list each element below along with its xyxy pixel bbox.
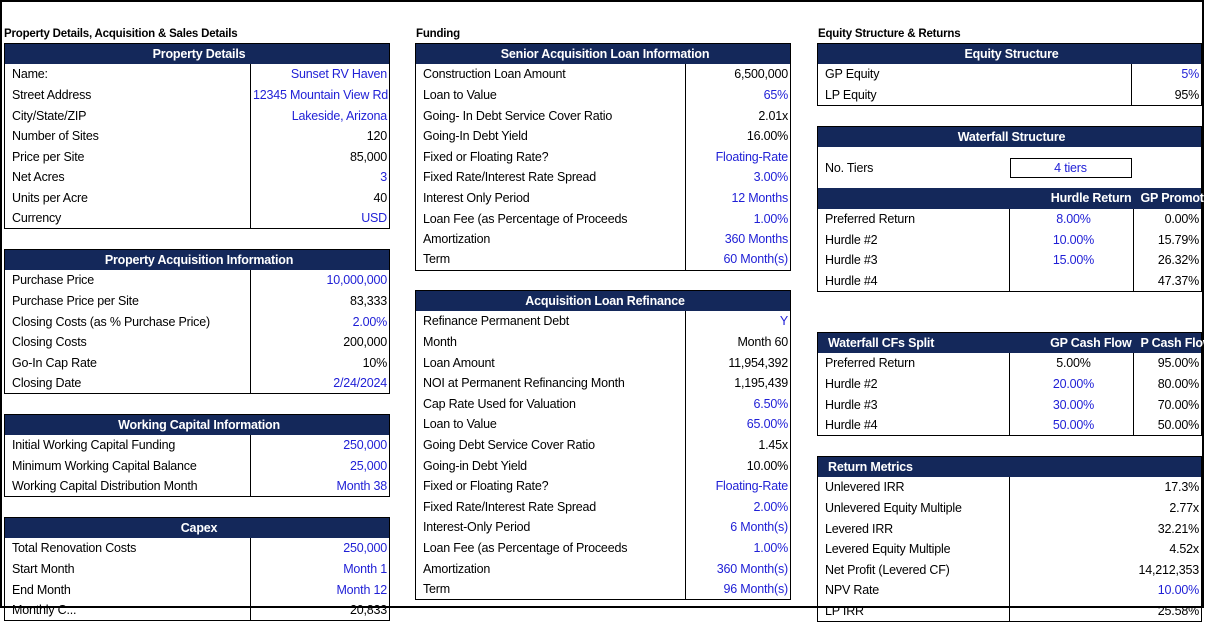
row-label: Loan Fee (as Percentage of Proceeds — [423, 540, 628, 555]
row-label: Going- In Debt Service Cover Ratio — [423, 108, 613, 123]
waterfall-structure-header: Waterfall Structure — [818, 127, 1202, 148]
return-metrics-row — [818, 580, 1202, 601]
row-value: 1,195,439 — [686, 373, 791, 394]
senior-loan-row — [416, 229, 791, 250]
working-capital-row — [5, 456, 390, 477]
waterfall-blank-header — [818, 188, 1010, 209]
p-cash-flow-header: P Cash Flow — [1134, 333, 1202, 354]
return-metrics-header: Return Metrics — [818, 457, 1010, 478]
row-label: Monthly C... — [12, 602, 77, 617]
row-value: 14,212,353 — [1010, 559, 1202, 580]
row-value[interactable]: 3 — [251, 167, 390, 188]
row-value: 40 — [251, 188, 390, 209]
row-label: Start Month — [12, 561, 75, 576]
capex-header: Capex — [5, 518, 390, 539]
row-label: Fixed Rate/Interest Rate Spread — [423, 499, 597, 514]
row-value[interactable]: 1.00% — [686, 208, 791, 229]
tier-label: Hurdle #3 — [825, 253, 878, 268]
capex-table — [4, 517, 390, 621]
split-label: Hurdle #4 — [825, 417, 878, 432]
row-value[interactable]: 25,000 — [251, 456, 390, 477]
row-label: GP Equity — [825, 67, 880, 82]
gp-cash-flow-value: 5.00% — [1010, 353, 1134, 374]
row-value[interactable]: 2.00% — [686, 496, 791, 517]
refinance-row — [416, 373, 791, 394]
row-label: Term — [423, 252, 450, 267]
gp-cash-flow-value[interactable]: 30.00% — [1010, 394, 1134, 415]
working-capital-row — [5, 476, 390, 497]
row-value[interactable]: 250,000 — [251, 435, 390, 456]
senior-loan-row — [416, 208, 791, 229]
row-value[interactable]: 6.50% — [686, 393, 791, 414]
tier-label: Hurdle #4 — [825, 273, 878, 288]
equity-structure-row — [818, 64, 1202, 85]
row-value: 4.52x — [1010, 539, 1202, 560]
row-label: LP Equity — [825, 87, 877, 102]
waterfall-tier-row — [818, 250, 1202, 271]
property-details-row — [5, 188, 390, 209]
row-value[interactable]: 12 Months — [686, 188, 791, 209]
capex-row — [5, 559, 390, 580]
row-label: NPV Rate — [825, 583, 879, 598]
hurdle-return-value[interactable]: 8.00% — [1010, 209, 1134, 230]
col1-title: Property Details, Acquisition & Sales Details — [4, 28, 238, 40]
gp-promote-value: 15.79% — [1134, 229, 1202, 250]
refinance-row — [416, 332, 791, 353]
row-label: End Month — [12, 582, 71, 597]
row-value[interactable]: Sunset RV Haven — [251, 64, 390, 85]
row-value: 120 — [251, 126, 390, 147]
acquisition-row — [5, 291, 390, 312]
equity-structure-row — [818, 85, 1202, 106]
waterfall-split-header: Waterfall CFs Split — [818, 333, 1010, 354]
property-details-row — [5, 105, 390, 126]
row-label: Amortization — [423, 232, 491, 247]
row-label: Price per Site — [12, 149, 85, 164]
hurdle-return-header: Hurdle Return — [1010, 188, 1134, 209]
split-label: Hurdle #3 — [825, 397, 878, 412]
row-value[interactable]: 360 Month(s) — [686, 558, 791, 579]
row-value: 16.00% — [686, 126, 791, 147]
hurdle-return-value[interactable] — [1010, 270, 1134, 291]
waterfall-structure-table — [817, 126, 1211, 292]
senior-loan-row — [416, 188, 791, 209]
row-label: NOI at Permanent Refinancing Month — [423, 376, 625, 391]
row-label: Refinance Permanent Debt — [423, 314, 569, 329]
waterfall-tier-row — [818, 209, 1202, 230]
row-value[interactable]: 250,000 — [251, 538, 390, 559]
senior-loan-row — [416, 249, 791, 270]
hurdle-return-value[interactable]: 10.00% — [1010, 229, 1134, 250]
row-value[interactable]: 65% — [686, 85, 791, 106]
senior-loan-row — [416, 146, 791, 167]
tier-label: Preferred Return — [825, 211, 915, 226]
row-label: Loan Amount — [423, 355, 495, 370]
row-value: 6,500,000 — [686, 64, 791, 85]
row-label: Purchase Price per Site — [12, 293, 139, 308]
property-details-row — [5, 126, 390, 147]
property-details-row — [5, 146, 390, 167]
p-cash-flow-value: 50.00% — [1134, 415, 1202, 436]
refinance-row — [416, 476, 791, 497]
row-value[interactable]: 60 Month(s) — [686, 249, 791, 270]
waterfall-split-row — [818, 394, 1202, 415]
row-label: Going Debt Service Cover Ratio — [423, 437, 595, 452]
row-value: 95% — [1132, 85, 1202, 106]
row-value: 83,333 — [251, 291, 390, 312]
waterfall-tier-row — [818, 270, 1202, 291]
row-value[interactable]: 3.00% — [686, 167, 791, 188]
capex-row — [5, 600, 390, 621]
row-value[interactable]: 65.00% — [686, 414, 791, 435]
property-details-row — [5, 85, 390, 106]
return-metrics-table — [817, 456, 1202, 622]
row-label: Purchase Price — [12, 273, 94, 288]
property-details-header: Property Details — [5, 44, 390, 65]
refinance-header: Acquisition Loan Refinance — [416, 291, 791, 312]
gp-cash-flow-value[interactable]: 50.00% — [1010, 415, 1134, 436]
row-label: Net Acres — [12, 170, 65, 185]
tiers-input[interactable]: 4 tiers — [1010, 158, 1132, 178]
acquisition-header: Property Acquisition Information — [5, 250, 390, 271]
row-label: Interest-Only Period — [423, 520, 531, 535]
gp-promote-value: 0.00% — [1134, 209, 1202, 230]
row-value[interactable]: Month 12 — [251, 579, 390, 600]
gp-promote-value: 26.32% — [1134, 250, 1202, 271]
row-label: Units per Acre — [12, 190, 88, 205]
capex-row — [5, 538, 390, 559]
row-label: Going-In Debt Yield — [423, 129, 528, 144]
property-details-row — [5, 208, 390, 229]
waterfall-split-row — [818, 374, 1202, 395]
row-value[interactable]: 2.00% — [251, 311, 390, 332]
row-value: 85,000 — [251, 146, 390, 167]
col2-title: Funding — [416, 28, 460, 40]
p-cash-flow-value: 80.00% — [1134, 374, 1202, 395]
row-value[interactable]: Month 38 — [251, 476, 390, 497]
row-label: Name: — [12, 67, 48, 82]
senior-loan-row — [416, 105, 791, 126]
return-metrics-row — [818, 601, 1202, 622]
row-label: Loan Fee (as Percentage of Proceeds — [423, 211, 628, 226]
working-capital-table — [4, 414, 390, 497]
p-cash-flow-value: 70.00% — [1134, 394, 1202, 415]
row-value: 200,000 — [251, 332, 390, 353]
refinance-row — [416, 311, 791, 332]
row-label: Currency — [12, 211, 62, 226]
row-value: 17.3% — [1010, 477, 1202, 498]
split-label: Hurdle #2 — [825, 376, 878, 391]
senior-loan-row — [416, 167, 791, 188]
row-label: Levered Equity Multiple — [825, 542, 951, 557]
row-label: Minimum Working Capital Balance — [12, 458, 197, 473]
row-value: 25.58% — [1010, 601, 1202, 622]
refinance-row — [416, 538, 791, 559]
acquisition-row — [5, 373, 390, 394]
row-label: Unlevered IRR — [825, 480, 905, 495]
gp-promote-header: GP Promote — [1134, 188, 1202, 209]
row-value[interactable]: 1.00% — [686, 538, 791, 559]
row-label: Number of Sites — [12, 129, 99, 144]
row-value: 32.21% — [1010, 518, 1202, 539]
acquisition-row — [5, 332, 390, 353]
row-value[interactable]: Floating-Rate — [686, 476, 791, 497]
refinance-row — [416, 496, 791, 517]
row-value[interactable]: 360 Months — [686, 229, 791, 250]
refinance-table — [415, 290, 791, 600]
senior-loan-row — [416, 85, 791, 106]
row-label: Initial Working Capital Funding — [12, 438, 176, 453]
refinance-row — [416, 352, 791, 373]
senior-loan-row — [416, 64, 791, 85]
row-label: LP IRR — [825, 603, 864, 618]
row-label: Total Renovation Costs — [12, 541, 137, 556]
row-label: Closing Date — [12, 376, 82, 391]
row-label: Street Address — [12, 87, 92, 102]
row-value[interactable]: 5% — [1132, 64, 1202, 85]
capex-row — [5, 579, 390, 600]
working-capital-row — [5, 435, 390, 456]
return-metrics-row — [818, 559, 1202, 580]
waterfall-split-table — [817, 332, 1212, 436]
return-metrics-row — [818, 498, 1202, 519]
row-label: Construction Loan Amount — [423, 67, 566, 82]
row-label: Levered IRR — [825, 521, 893, 536]
row-value: 2.01x — [686, 105, 791, 126]
row-value[interactable]: 12345 Mountain View Rd — [251, 85, 390, 106]
row-label: Amortization — [423, 561, 491, 576]
row-label: Loan to Value — [423, 417, 497, 432]
row-value: 10% — [251, 352, 390, 373]
row-label: Go-In Cap Rate — [12, 355, 97, 370]
row-label: City/State/ZIP — [12, 108, 87, 123]
split-label: Preferred Return — [825, 356, 915, 371]
row-value: 2.77x — [1010, 498, 1202, 519]
acquisition-row — [5, 352, 390, 373]
p-cash-flow-value: 95.00% — [1134, 353, 1202, 374]
row-value[interactable]: Lakeside, Arizona — [251, 105, 390, 126]
row-value[interactable]: 6 Month(s) — [686, 517, 791, 538]
acquisition-row — [5, 270, 390, 291]
row-value[interactable]: 96 Month(s) — [686, 579, 791, 600]
row-label: Month — [423, 334, 457, 349]
refinance-row — [416, 517, 791, 538]
col3-title: Equity Structure & Returns — [818, 28, 961, 40]
refinance-row — [416, 558, 791, 579]
row-value: 20,833 — [251, 600, 390, 621]
gp-promote-value: 47.37% — [1134, 270, 1202, 291]
waterfall-tier-row — [818, 229, 1202, 250]
waterfall-split-row — [818, 415, 1202, 436]
row-value[interactable]: Floating-Rate — [686, 146, 791, 167]
senior-loan-row — [416, 126, 791, 147]
senior-loan-table — [415, 43, 791, 271]
working-capital-header: Working Capital Information — [5, 415, 390, 436]
equity-structure-table — [817, 43, 1202, 106]
row-value[interactable]: 10.00% — [1010, 580, 1202, 601]
row-label: Net Profit (Levered CF) — [825, 562, 950, 577]
senior-loan-header: Senior Acquisition Loan Information — [416, 44, 791, 65]
row-value[interactable]: 10,000,000 — [251, 270, 390, 291]
row-label: Term — [423, 581, 450, 596]
tier-label: Hurdle #2 — [825, 232, 878, 247]
property-details-table — [4, 43, 390, 229]
refinance-row — [416, 455, 791, 476]
row-label: Closing Costs — [12, 335, 87, 350]
row-label: Loan to Value — [423, 87, 497, 102]
row-value: 1.45x — [686, 435, 791, 456]
refinance-row — [416, 393, 791, 414]
acquisition-row — [5, 311, 390, 332]
row-value: Month 60 — [686, 332, 791, 353]
return-metrics-header-blank — [1010, 457, 1202, 478]
equity-structure-header: Equity Structure — [818, 44, 1202, 65]
row-value: 11,954,392 — [686, 352, 791, 373]
row-label: Fixed or Floating Rate? — [423, 479, 549, 494]
hurdle-return-value[interactable]: 15.00% — [1010, 250, 1134, 271]
return-metrics-row — [818, 539, 1202, 560]
tiers-label: No. Tiers — [825, 160, 874, 175]
row-value[interactable]: Month 1 — [251, 559, 390, 580]
row-value[interactable]: 2/24/2024 — [251, 373, 390, 394]
row-label: Fixed Rate/Interest Rate Spread — [423, 170, 597, 185]
row-label: Going-in Debt Yield — [423, 458, 527, 473]
row-value[interactable]: Y — [686, 311, 791, 332]
refinance-row — [416, 435, 791, 456]
refinance-row — [416, 579, 791, 600]
row-label: Closing Costs (as % Purchase Price) — [12, 314, 210, 329]
row-value: 10.00% — [686, 455, 791, 476]
row-label: Fixed or Floating Rate? — [423, 149, 549, 164]
row-label: Unlevered Equity Multiple — [825, 500, 962, 515]
row-label: Interest Only Period — [423, 190, 530, 205]
return-metrics-row — [818, 518, 1202, 539]
property-details-row — [5, 64, 390, 85]
refinance-row — [416, 414, 791, 435]
gp-cash-flow-value[interactable]: 20.00% — [1010, 374, 1134, 395]
waterfall-split-row — [818, 353, 1202, 374]
acquisition-table — [4, 249, 390, 394]
row-value[interactable]: USD — [251, 208, 390, 229]
row-label: Cap Rate Used for Valuation — [423, 396, 576, 411]
property-details-row — [5, 167, 390, 188]
row-label: Working Capital Distribution Month — [12, 479, 198, 494]
return-metrics-row — [818, 477, 1202, 498]
gp-cash-flow-header: GP Cash Flow — [1010, 333, 1134, 354]
